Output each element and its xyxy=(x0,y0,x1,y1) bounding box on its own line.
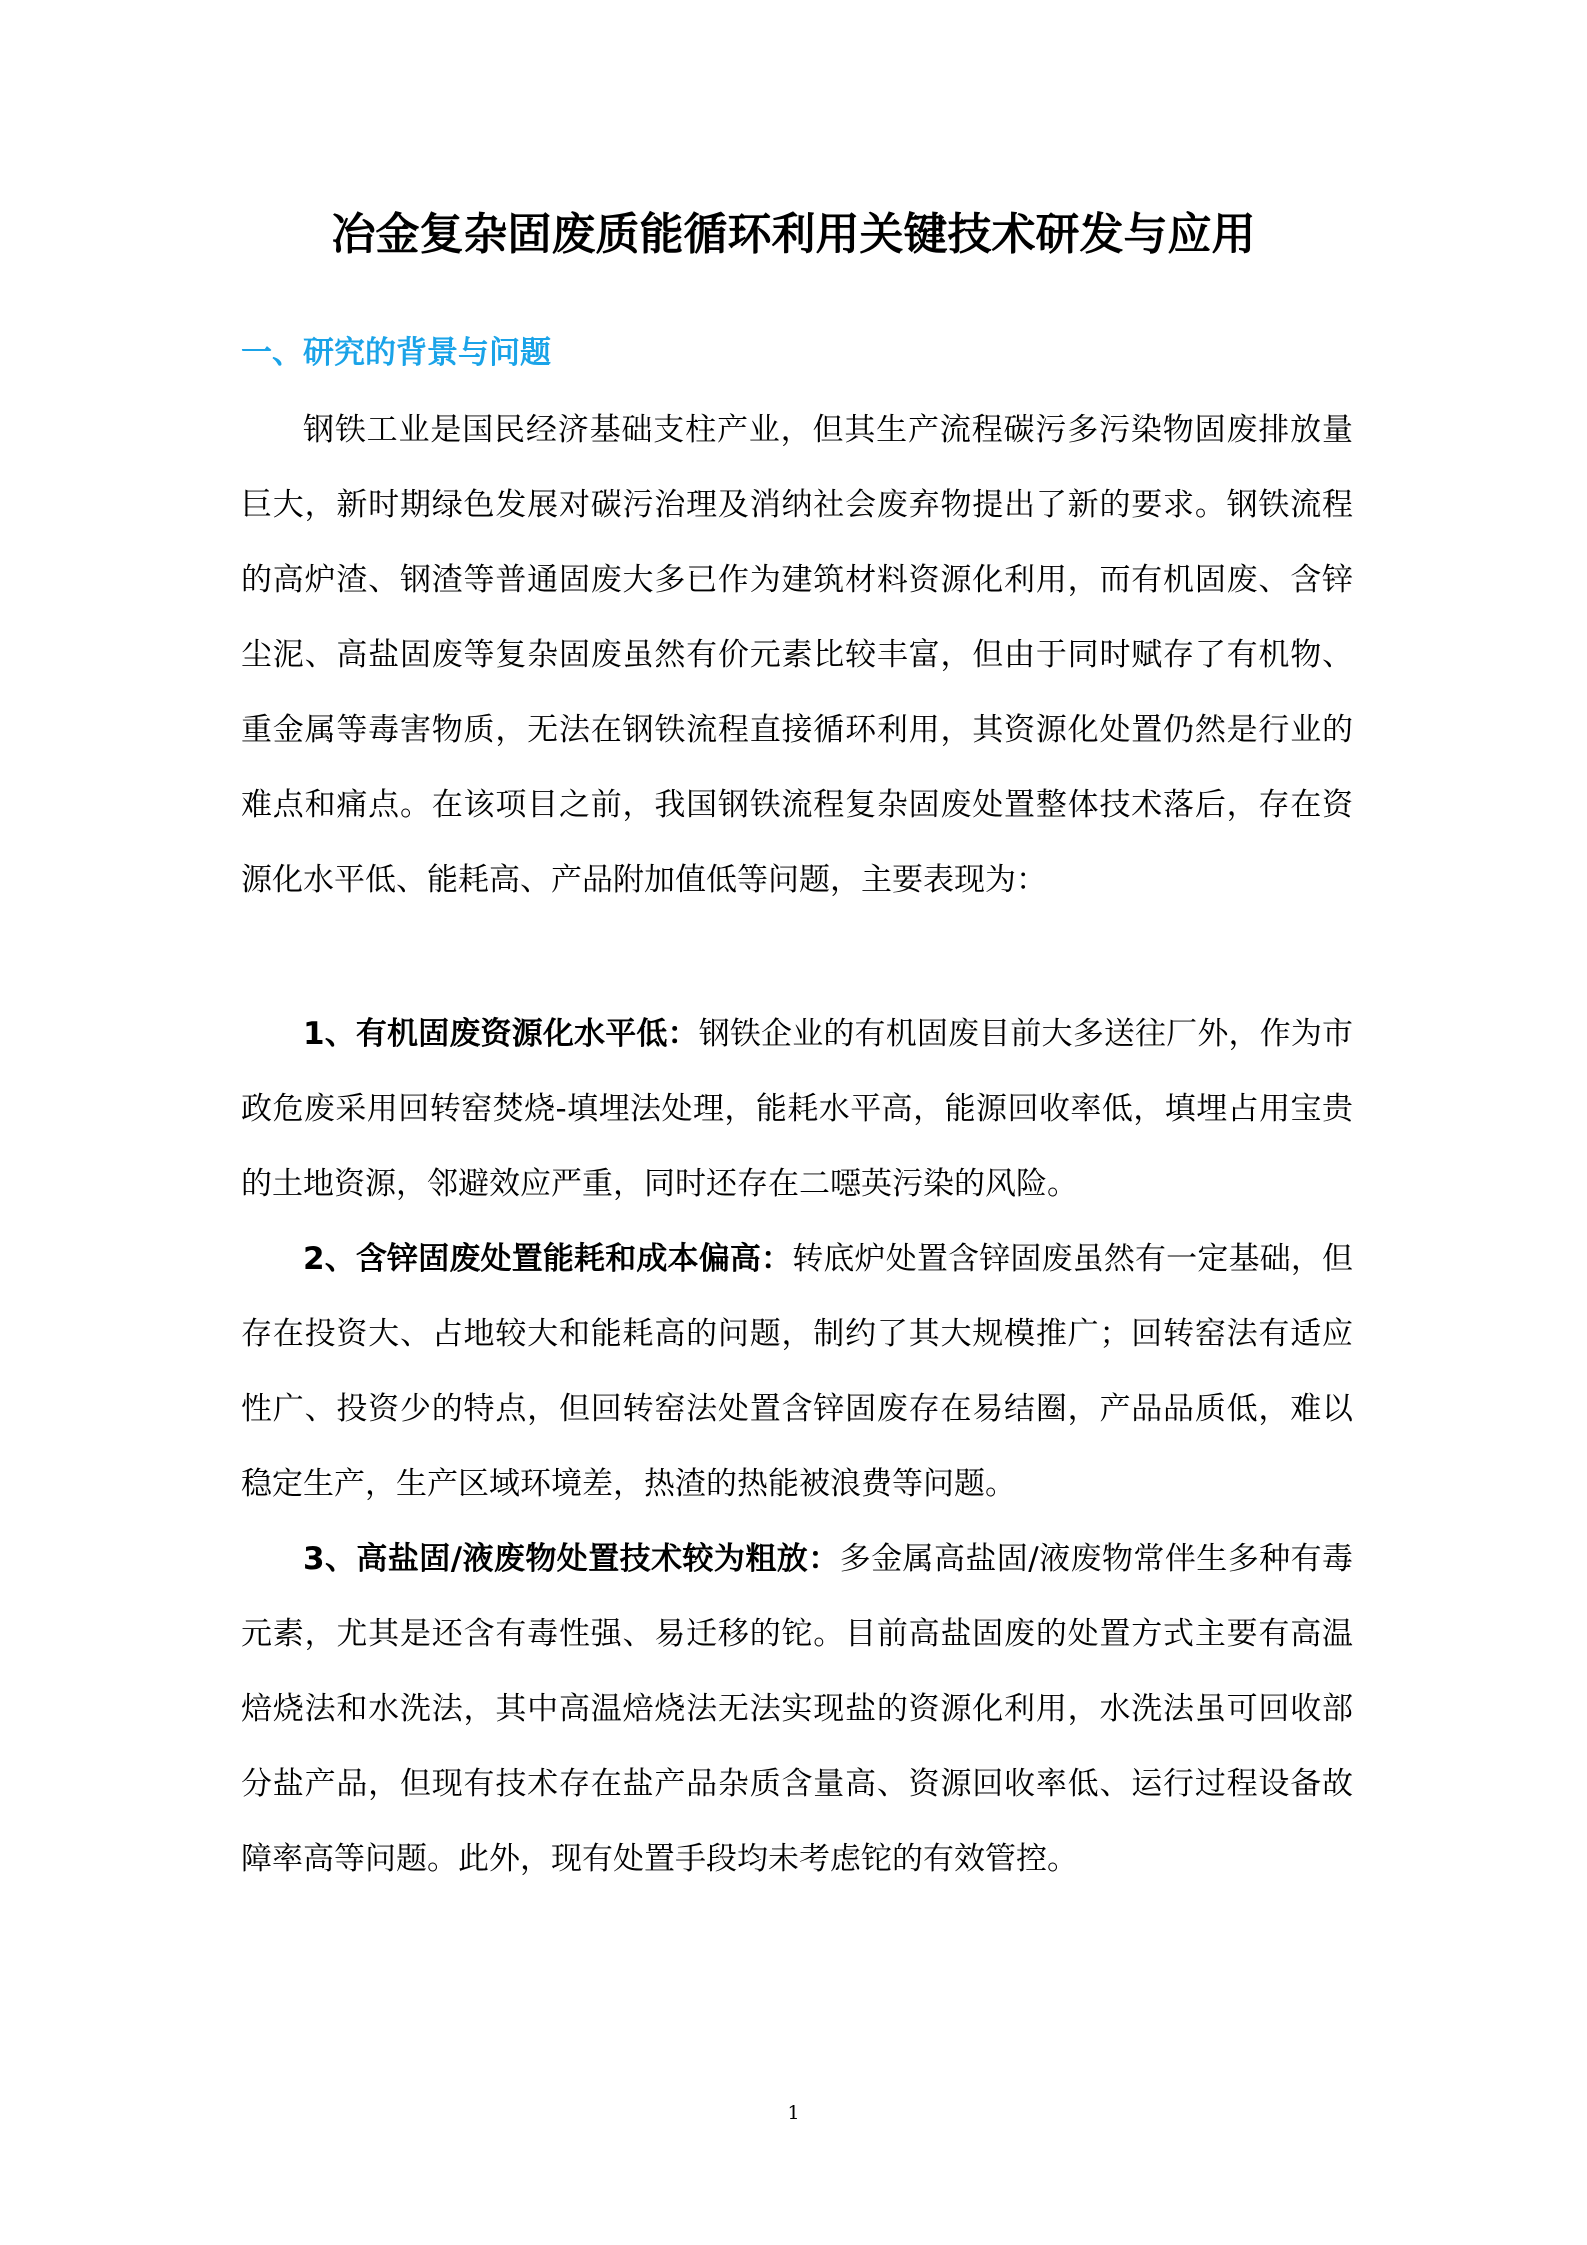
page-number: 1 xyxy=(787,2102,800,2124)
point-paragraph-2 xyxy=(241,1222,1353,1522)
section-heading: 一、研究的背景与问题 xyxy=(241,335,551,371)
point-lead-1: 1、有机固废资源化水平低： xyxy=(303,1016,699,1052)
point-paragraph-3 xyxy=(241,1522,1353,1897)
point-text-1: 钢铁企业的有机固废目前大多送往厂外，作为市政危废采用回转窑焚烧-填埋法处理，能耗水平高，能源回收率低，填埋占用宝贵的土地资源，邻避效应严重，同时还存在二噁英污染的风险。 xyxy=(241,1016,1354,1202)
document-title: 冶金复杂固废质能循环利用关键技术研发与应用 xyxy=(331,209,1256,260)
point-lead-2: 2、含锌固废处置能耗和成本偏高： xyxy=(303,1241,793,1277)
point-paragraph-1 xyxy=(241,997,1353,1222)
point-text-2: 转底炉处置含锌固废虽然有一定基础，但存在投资大、占地较大和能耗高的问题，制约了其大规模推广；回转窑法有适应性广、投资少的特点，但回转窑法处置含锌固废存在易结圈，产品品质低，难以稳定生产，生产区域环境差，热渣的热能被浪费等问题。 xyxy=(241,1241,1353,1502)
point-lead-3: 3、高盐固/液废物处置技术较为粗放： xyxy=(303,1541,840,1577)
point-text-3: 多金属高盐固/液废物常伴生多种有毒元素，尤其是还含有毒性强、易迁移的铊。目前高盐固废的处置方式主要有高温焙烧法和水洗法，其中高温焙烧法无法实现盐的资源化利用，水洗法虽可回收部分盐产品，但现有技术存在盐产品杂质含量高、资源回收率低、运行过程设备故障率高等问题。此外，现有处置手段均未考虑铊的有效管控。 xyxy=(241,1541,1353,1877)
intro-paragraph: 钢铁工业是国民经济基础支柱产业，但其生产流程碳污多污染物固废排放量巨大，新时期绿色发展对碳污治理及消纳社会废弃物提出了新的要求。钢铁流程的高炉渣、钢渣等普通固废大多已作为建筑材料资源化利用，而有机固废、含锌尘泥、高盐固废等复杂固废虽然有价元素比较丰富，但由于同时赋存了有机物、重金属等毒害物质，无法在钢铁流程直接循环利用，其资源化处置仍然是行业的难点和痛点。在该项目之前，我国钢铁流程复杂固废处置整体技术落后，存在资源化水平低、能耗高、产品附加值低等问题，主要表现为： xyxy=(241,412,1353,898)
